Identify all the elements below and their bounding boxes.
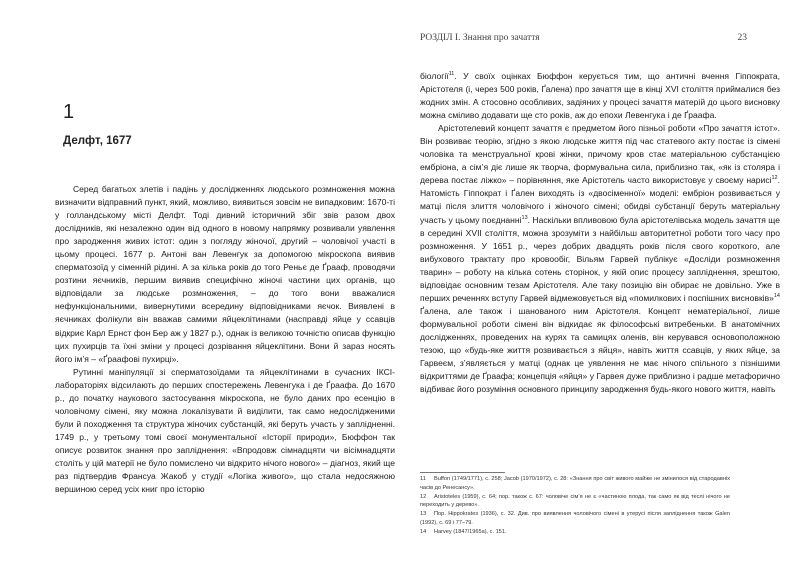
- running-head: [420, 33, 747, 43]
- text-run: . У своїх оцінках Бюффон керується тим, що античні вчення Гіппократа, Арістотеля (і, через 500 років, Ґалена) про зачаття ще в кінці XVI століття приймалися без жодних змін. А стосовно особливих, задіяних у процесі зачаття матерій до цього висновку можна сміливо додавати ще сто років, аж до епохи Левенгука і де Ґраафа.: [420, 71, 780, 121]
- footnote-text: Buffon (1749/1771), с. 258; Jacob (1970/1972), с. 28: «Знання про світ живого майже не змінилося від стародавніх часів до Ренесансу».: [420, 476, 730, 491]
- footnote: [420, 528, 730, 537]
- footnote-divider: [420, 472, 505, 473]
- running-head-section: РОЗДІЛ I. Знання про зачаття: [420, 33, 540, 43]
- right-body-text: [420, 70, 780, 396]
- footnote-text: Aristoteles (1959), с. 64; пор. також с. 67: чоловіче сім’я не є «частиною плода, так само як від теслі нічого не переходить у дерево».: [420, 493, 730, 509]
- text-run: Арістотелевий концепт зачаття є предметом його пізньої роботи «Про зачаття істот». Він розвиває теорію, згідно з якою людське життя під час статевого акту постає із сімені чоловіка та менструальної крові жінки, причому кров стає матеріальною субстанцією ембріона, а сім’я діє лише як творча, формувальна сила, приблизно так, «як із столяра і дерева постає ліжко» – порівняння, яке Арістотель часто використовує у своєму нарисі: [420, 123, 780, 186]
- footnote-text: Пор. Hippokrates (1936), с. 32. Див. про виявлення чоловічого сімені в утерусі після запліднення також Galen (1992), с. 69 і 77–79.: [420, 511, 730, 526]
- paragraph: [420, 70, 780, 122]
- text-run: Ґалена, але також і шанованого ним Арістотеля. Концепт нематеріальної, лише формувальної роботи сімені він відкидає як філософські витребеньки. В анатомічних дослідженнях, проведених на курях та самицях оленів, він керувався основоположною тезою, що «будь-яке життя розвивається з яйця», навіть життя ссавців, у яких яйце, за Гарвеєм, з’являється у матці (однак це уявлення не має нічого спільного з пізнішими відкриттями де Ґраафа; концепція «яйця» у Гарвея дуже приблизно і радше метафорично відбиває його розуміння основного принципу зародження будь-якого нового життя, навіть: [420, 305, 780, 395]
- page-number: 23: [737, 33, 747, 43]
- chapter-number: 1: [63, 101, 75, 123]
- footnote-number: 11: [420, 476, 426, 482]
- footnotes: [420, 475, 730, 537]
- left-body-text: [55, 183, 395, 496]
- right-page: [400, 0, 800, 582]
- footnote-reference[interactable]: 11: [448, 71, 455, 77]
- footnote: [420, 493, 730, 510]
- footnote: [420, 475, 730, 492]
- paragraph: Серед багатьох злетів і падінь у дослідженнях людського розмноження можна визначити відправний пункт, який, можливо, виявиться зовсім не випадковим: 1670-ті у голландському місті Делфт. Тоді дивний історичний збіг звів разом двох дослідників, які незалежно один від одного в новому напрямку розвивали уявлення про зародження живих істот: один з погляду жіночої, другий – чоловічої участі в цьому процесі. 1677 р. Антоні ван Левенгук за допомогою мікроскопа виявив сперматозоїд у сіменній рідині. А за кілька років до того Реньє де Ґрааф, проводячи розтини яєчників, першим виявив специфічно жіночі частини цих органів, що відповідали за людське розмноження, – до того вони вважалися нефункціональними, вивернутими всередину відповідниками яєчок. Виявлені в яєчниках фолікули він вважав самими яйцеклітинами (насправді яйце у ссавців відкриє Карл Ернст фон Бер аж у 1827 р.), однак із великою точністю описав функцію цих пухирців та їхні зміни у процесі дозрівання яйцеклітини. Вони й зараз носять його ім’я – «Ґраафові пухирці».: [55, 184, 395, 364]
- text-run: . Натомість Гіппократ і Ґален виходять із «двосіменної» моделі: ембріон розвивається у матці після злиття чоловічого і жіночого сімені; обидві субстанції беруть матеріальну участь у цьому поєднанні: [420, 175, 780, 225]
- text-run: біології: [420, 71, 449, 81]
- footnote-number: 14: [420, 529, 427, 536]
- footnote-reference[interactable]: 14: [773, 292, 780, 299]
- chapter-title: Делфт, 1677: [63, 135, 132, 147]
- paragraph: Рутинні маніпуляції зі сперматозоїдами та яйцеклітинами в сучасних ІКСІ-лабораторіях відсилають до перших спостережень Левенгука і де Ґраафа. До 1670 р., до початку наукового застосування мікроскопа, не було даних про есенцію в чоловічому сімені, яку можна локалізувати й виділити, так само недослідженими були й походження та структура жіночих субстанцій, які беруть участь у заплідненні. 1749 р., у третьому томі своєї монументальної «Історії природи», Бюффон так описує розвиток знання про запліднення: «Впродовж сімнадцяти чи вісімнадцяти століть у цій матерії не було помислено чи відкрито нічого нового» – діагноз, який ще раз підтвердив Франсуа Жакоб у студії «Логіка живого», що стала недосяжною вершиною серед усіх книг про історію: [55, 366, 395, 495]
- footnote-text: Harvey (1847/1965a), с. 151.: [434, 529, 507, 536]
- footnote-number: 13: [420, 511, 427, 518]
- text-run: . Наскільки впливовою була арістотелівська модель зачаття ще в середині XVII століття, можна зрозуміти з найбільш авторитетної роботи того часу про розмноження. У 1651 р., через добрих двадцять років після свого короткого, але вибухового трактату про кровообіг, Вільям Гарвей публікує «Досліди розмноження тварин» – роботу на кілька сотень сторінок, у якій опис процесу запліднення, зрештою, відповідає основним тезам Арістотеля. Але таку позицію він обирає не довільно. Уже в перших реченнях вступу Гарвей відмежовується від «помилкових і поспішних висновків»: [420, 214, 780, 303]
- footnote: [420, 510, 730, 527]
- paragraph: [420, 122, 780, 396]
- footnote-reference[interactable]: 12: [771, 175, 778, 182]
- footnote-number: 12: [420, 493, 427, 500]
- footnote-reference[interactable]: 13: [521, 214, 528, 221]
